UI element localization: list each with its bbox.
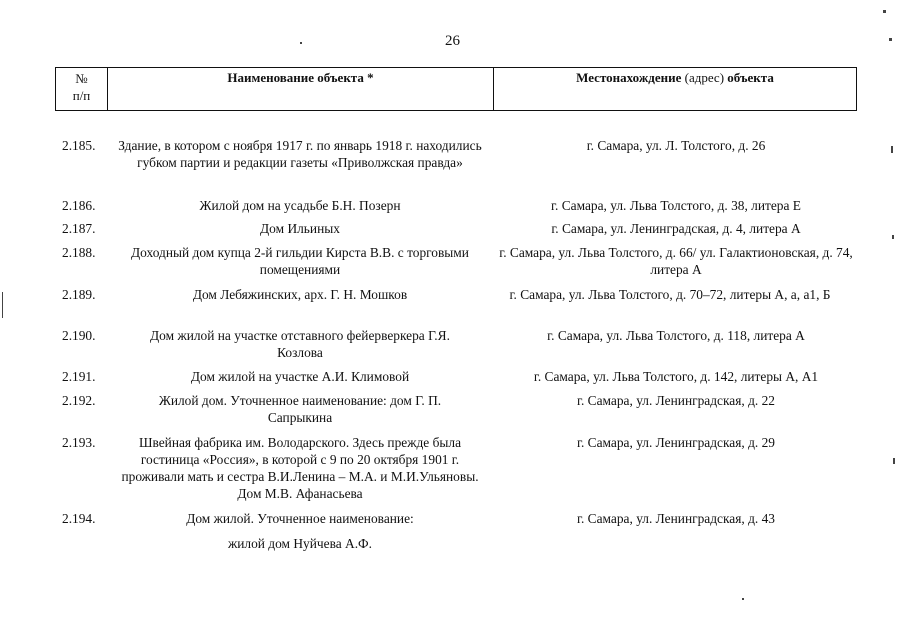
- object-name: Жилой дом. Уточненное наименование: дом Г. П. Сапрыкина: [158, 393, 442, 425]
- header-number-column: [56, 68, 108, 110]
- row-number: 2.190.: [62, 328, 96, 343]
- row-number: 2.189.: [62, 287, 96, 302]
- object-name-continued: жилой дом Нуйчева А.Ф.: [228, 536, 372, 551]
- page-number: 26: [445, 33, 460, 49]
- object-name: Жилой дом на усадьбе Б.Н. Позерн: [199, 198, 401, 213]
- header-address-bold: Местонахождение: [576, 70, 682, 85]
- scan-speck: [891, 146, 893, 153]
- object-address: г. Самара, ул. Л. Толстого, д. 26: [586, 138, 766, 153]
- object-address: г. Самара, ул. Ленинградская, д. 43: [576, 511, 775, 526]
- header-name-column: Наименование объекта *: [108, 68, 494, 110]
- object-address: г. Самара, ул. Ленинградская, д. 22: [576, 393, 775, 408]
- header-address-column: [494, 68, 856, 110]
- object-address: г. Самара, ул. Льва Толстого, д. 142, литеры А, А1: [533, 369, 819, 384]
- scan-speck: [883, 10, 886, 13]
- object-name: Дом жилой на участке отставного фейерверкера Г.Я. Козлова: [150, 328, 450, 360]
- object-address: г. Самара, ул. Льва Толстого, д. 38, литера Е: [551, 198, 801, 213]
- row-number: 2.191.: [62, 369, 96, 384]
- row-number: 2.194.: [62, 511, 96, 526]
- object-address: г. Самара, ул. Льва Толстого, д. 118, литера А: [547, 328, 805, 343]
- header-address-middle: (адрес): [681, 70, 728, 85]
- row-number: 2.186.: [62, 198, 96, 213]
- row-number: 2.193.: [62, 435, 96, 450]
- row-number: 2.185.: [62, 138, 96, 153]
- object-name: Дом Лебяжинских, арх. Г. Н. Мошков: [192, 287, 408, 302]
- object-name: Доходный дом купца 2-й гильдии Кирста В.В. с торговыми помещениями: [131, 245, 469, 277]
- row-number: 2.188.: [62, 245, 96, 260]
- object-address: г. Самара, ул. Льва Толстого, д. 70–72, литеры А, а, а1, Б: [509, 287, 831, 302]
- object-name: Дом жилой на участке А.И. Климовой: [190, 369, 410, 384]
- scan-speck: [2, 292, 3, 318]
- object-name: Швейная фабрика им. Володарского. Здесь прежде была гостиница «Россия», в которой с 9 по 20 октября 1901 г. проживали мать и сестра В.И.Ленина – М.А. и М.И.Ульяновы. Дом М.В. Афанасьева: [121, 435, 479, 501]
- scan-speck: [300, 42, 302, 44]
- scan-speck: [892, 235, 894, 239]
- header-address-tail: объекта: [727, 70, 774, 85]
- object-address: г. Самара, ул. Ленинградская, д. 29: [576, 435, 775, 450]
- object-address: г. Самара, ул. Ленинградская, д. 4, литера А: [551, 221, 801, 236]
- table-header: [55, 67, 857, 111]
- object-name: Дом Ильиных: [260, 221, 340, 236]
- object-name: Здание, в котором с ноября 1917 г. по январь 1918 г. находились губком партии и редакции газеты «Приволжская правда»: [118, 138, 482, 170]
- row-number: 2.192.: [62, 393, 96, 408]
- scan-speck: [889, 38, 892, 41]
- scan-speck: [893, 458, 895, 464]
- row-number: 2.187.: [62, 221, 96, 236]
- header-number-symbol: №: [75, 71, 88, 86]
- scan-speck: [742, 598, 744, 600]
- object-address: г. Самара, ул. Льва Толстого, д. 66/ ул. Галактионовская, д. 74, литера А: [499, 245, 853, 277]
- header-number-abbrev: п/п: [72, 88, 91, 103]
- object-name: Дом жилой. Уточненное наименование:: [186, 511, 414, 526]
